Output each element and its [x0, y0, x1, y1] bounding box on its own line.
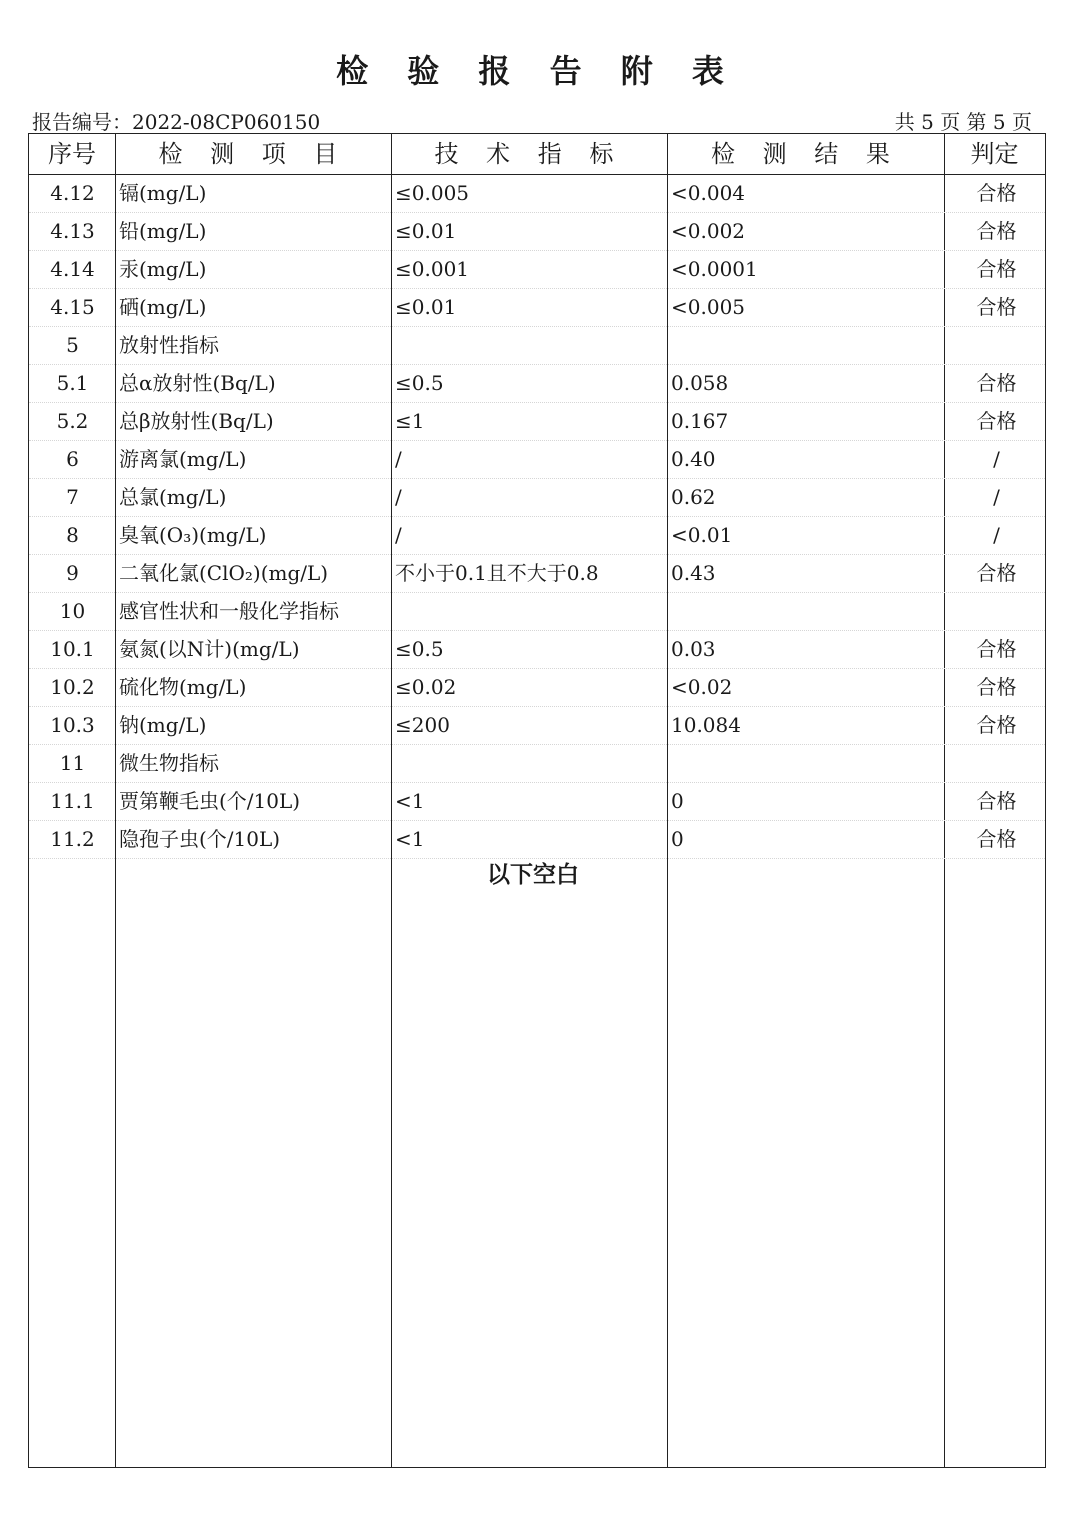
row-result: <0.01	[671, 523, 733, 547]
row-spec: ≤0.001	[395, 257, 470, 281]
row-number: 11.1	[50, 789, 95, 813]
table-row	[29, 289, 1045, 327]
row-item: 硫化物(mg/L)	[119, 675, 247, 699]
row-judge: 合格	[976, 637, 1017, 661]
table-row	[29, 175, 1045, 213]
row-number: 11	[59, 751, 86, 775]
row-result: <0.005	[671, 295, 746, 319]
header-no: 序号	[48, 140, 96, 168]
row-judge: /	[993, 523, 1000, 547]
table-row	[29, 327, 1045, 365]
table-row	[29, 821, 1045, 859]
row-number: 10.2	[50, 675, 95, 699]
row-spec	[395, 327, 667, 365]
row-number: 10.1	[50, 637, 95, 661]
row-spec: 不小于0.1且不大于0.8	[395, 561, 599, 585]
row-spec: ≤0.5	[395, 371, 444, 395]
row-spec: ≤0.01	[395, 295, 457, 319]
row-number: 5.1	[56, 371, 89, 395]
row-result: <0.0001	[671, 257, 758, 281]
row-judge: 合格	[976, 371, 1017, 395]
table-row	[29, 593, 1045, 631]
row-item: 臭氧(O₃)(mg/L)	[119, 523, 267, 547]
table-row	[29, 365, 1045, 403]
row-item: 氨氮(以N计)(mg/L)	[119, 637, 300, 661]
row-result: <0.02	[671, 675, 733, 699]
row-result: 0	[671, 827, 684, 851]
row-spec: ≤0.5	[395, 637, 444, 661]
row-spec	[395, 593, 667, 631]
row-item: 贾第鞭毛虫(个/10L)	[119, 789, 301, 813]
row-result: 0.43	[671, 561, 716, 585]
row-result: <0.004	[671, 181, 746, 205]
row-judge: 合格	[976, 789, 1017, 813]
row-result	[671, 593, 943, 631]
row-result: 0.40	[671, 447, 716, 471]
row-number: 4.12	[50, 181, 95, 205]
row-spec: <1	[395, 789, 425, 813]
page-info: 共 5 页 第 5 页	[894, 110, 1032, 134]
row-item: 二氧化氯(ClO₂)(mg/L)	[119, 561, 329, 585]
row-spec: /	[395, 523, 402, 547]
row-item: 总α放射性(Bq/L)	[119, 371, 276, 395]
table-row	[29, 669, 1045, 707]
row-judge: 合格	[976, 257, 1017, 281]
row-number: 5	[66, 333, 79, 357]
table-row	[29, 555, 1045, 593]
blank-note: 以下空白	[487, 862, 579, 888]
row-judge	[946, 593, 1047, 631]
row-judge: 合格	[976, 295, 1017, 319]
row-judge: 合格	[976, 409, 1017, 433]
row-judge: /	[993, 447, 1000, 471]
row-number: 4.13	[50, 219, 95, 243]
row-spec: /	[395, 447, 402, 471]
row-result	[671, 327, 943, 365]
row-item: 钠(mg/L)	[119, 713, 207, 737]
row-spec: ≤200	[395, 713, 450, 737]
row-spec: ≤1	[395, 409, 425, 433]
results-table	[28, 133, 1046, 1468]
row-judge: 合格	[976, 827, 1017, 851]
row-item: 铅(mg/L)	[119, 219, 207, 243]
table-row	[29, 745, 1045, 783]
row-judge	[946, 745, 1047, 783]
row-result: <0.002	[671, 219, 746, 243]
row-item: 镉(mg/L)	[119, 181, 207, 205]
row-result: 0.058	[671, 371, 729, 395]
row-item: 微生物指标	[119, 751, 219, 775]
table-row	[29, 631, 1045, 669]
row-number: 11.2	[50, 827, 95, 851]
report-number: 报告编号：2022-08CP060150	[32, 110, 321, 134]
row-number: 10.3	[50, 713, 95, 737]
row-result: 0.62	[671, 485, 716, 509]
table-row	[29, 213, 1045, 251]
report-title: 检 验 报 告 附 表	[336, 52, 738, 90]
table-row	[29, 251, 1045, 289]
table-row	[29, 517, 1045, 555]
header-result: 检 测 结 果	[711, 140, 900, 168]
row-number: 10	[59, 599, 86, 623]
table-row	[29, 479, 1045, 517]
row-number: 4.15	[50, 295, 95, 319]
row-result: 0.167	[671, 409, 729, 433]
row-judge: 合格	[976, 219, 1017, 243]
row-number: 5.2	[56, 409, 89, 433]
row-number: 6	[66, 447, 79, 471]
row-judge: 合格	[976, 675, 1017, 699]
row-number: 9	[66, 561, 79, 585]
row-spec: <1	[395, 827, 425, 851]
row-item: 汞(mg/L)	[119, 257, 207, 281]
row-spec: ≤0.005	[395, 181, 470, 205]
row-item: 总β放射性(Bq/L)	[119, 409, 274, 433]
row-result	[671, 745, 943, 783]
row-item: 总氯(mg/L)	[119, 485, 227, 509]
header-judge: 判定	[970, 140, 1019, 168]
row-judge: 合格	[976, 181, 1017, 205]
row-number: 8	[66, 523, 79, 547]
row-item: 隐孢子虫(个/10L)	[119, 827, 281, 851]
row-judge: /	[993, 485, 1000, 509]
row-number: 4.14	[50, 257, 95, 281]
row-spec: ≤0.02	[395, 675, 457, 699]
table-row	[29, 441, 1045, 479]
row-item: 感官性状和一般化学指标	[119, 599, 339, 623]
row-item: 硒(mg/L)	[119, 295, 207, 319]
row-judge: 合格	[976, 561, 1017, 585]
row-judge	[946, 327, 1047, 365]
table-row	[29, 403, 1045, 441]
row-spec	[395, 745, 667, 783]
row-number: 7	[66, 485, 79, 509]
row-result: 0	[671, 789, 684, 813]
row-item: 游离氯(mg/L)	[119, 447, 247, 471]
row-spec: ≤0.01	[395, 219, 457, 243]
row-spec: /	[395, 485, 402, 509]
row-judge: 合格	[976, 713, 1017, 737]
row-result: 10.084	[671, 713, 741, 737]
row-result: 0.03	[671, 637, 716, 661]
table-row	[29, 707, 1045, 745]
row-item: 放射性指标	[119, 333, 219, 357]
header-item: 检 测 项 目	[158, 140, 348, 168]
table-row	[29, 783, 1045, 821]
header-spec: 技 术 指 标	[434, 140, 624, 168]
